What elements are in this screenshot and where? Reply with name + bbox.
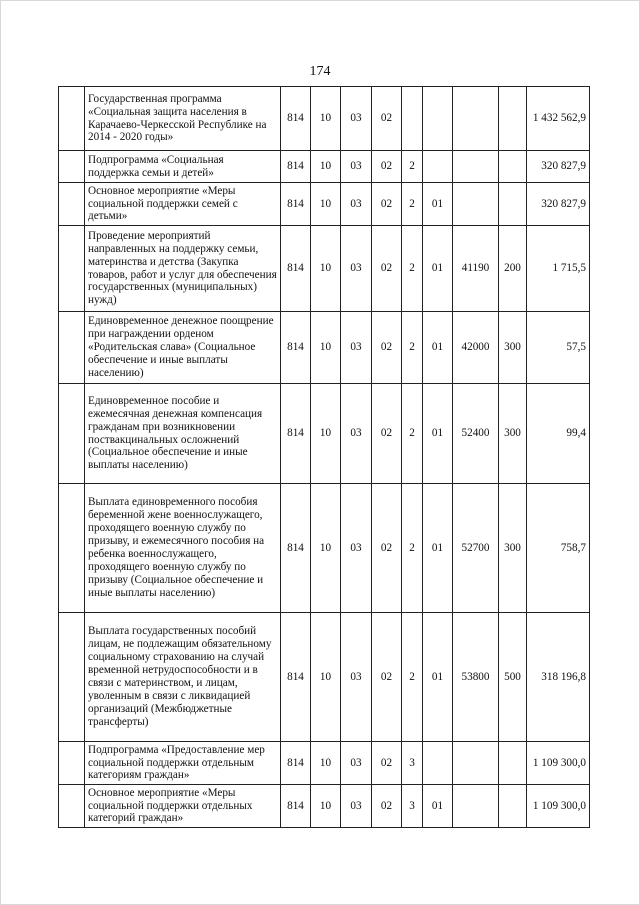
code-subprogram: 2 [402, 226, 423, 312]
row-amount: 758,7 [527, 484, 590, 613]
code-expense-type: 300 [499, 312, 527, 384]
row-amount: 318 196,8 [527, 613, 590, 742]
code-grbs: 814 [281, 183, 311, 226]
code-direction: 53800 [453, 613, 499, 742]
code-direction: 42000 [453, 312, 499, 384]
code-grbs: 814 [281, 613, 311, 742]
code-subsection: 03 [341, 226, 372, 312]
code-section: 10 [311, 613, 341, 742]
code-section: 10 [311, 484, 341, 613]
code-expense-type: 200 [499, 226, 527, 312]
row-name: Государственная программа «Социальная защита населения в Карачаево-Черкесской Республике на 2014 - 2020 годы» [85, 87, 281, 151]
row-index-cell [59, 226, 85, 312]
code-section: 10 [311, 312, 341, 384]
row-index-cell [59, 151, 85, 183]
code-main-activity: 01 [423, 484, 453, 613]
code-direction [453, 785, 499, 828]
row-amount: 320 827,9 [527, 151, 590, 183]
code-program: 02 [372, 151, 402, 183]
row-amount: 99,4 [527, 384, 590, 484]
code-direction [453, 742, 499, 785]
code-subsection: 03 [341, 87, 372, 151]
table-row [59, 785, 590, 828]
code-subsection: 03 [341, 785, 372, 828]
code-program: 02 [372, 87, 402, 151]
code-section: 10 [311, 183, 341, 226]
table-row [59, 384, 590, 484]
code-subprogram: 3 [402, 742, 423, 785]
code-subprogram: 2 [402, 384, 423, 484]
code-grbs: 814 [281, 226, 311, 312]
code-program: 02 [372, 785, 402, 828]
code-direction [453, 183, 499, 226]
row-amount: 1 715,5 [527, 226, 590, 312]
code-program: 02 [372, 312, 402, 384]
row-index-cell [59, 87, 85, 151]
code-section: 10 [311, 151, 341, 183]
code-main-activity: 01 [423, 613, 453, 742]
code-expense-type: 300 [499, 384, 527, 484]
code-grbs: 814 [281, 312, 311, 384]
row-amount: 57,5 [527, 312, 590, 384]
code-section: 10 [311, 384, 341, 484]
page-number: 174 [309, 64, 331, 79]
row-name: Проведение мероприятий направленных на поддержку семьи, материнства и детства (Закупка товаров, работ и услуг для обеспечения государственных (муниципальных) нужд) [85, 226, 281, 312]
code-expense-type: 300 [499, 484, 527, 613]
row-name: Основное мероприятие «Меры социальной поддержки семей с детьми» [85, 183, 281, 226]
row-amount: 1 109 300,0 [527, 742, 590, 785]
code-section: 10 [311, 87, 341, 151]
code-main-activity: 01 [423, 226, 453, 312]
row-index-cell [59, 484, 85, 613]
code-subprogram: 2 [402, 312, 423, 384]
table-row [59, 183, 590, 226]
code-direction [453, 87, 499, 151]
code-subsection: 03 [341, 613, 372, 742]
row-name: Подпрограмма «Социальная поддержка семьи и детей» [85, 151, 281, 183]
code-grbs: 814 [281, 384, 311, 484]
code-direction [453, 151, 499, 183]
code-main-activity: 01 [423, 183, 453, 226]
code-program: 02 [372, 613, 402, 742]
code-grbs: 814 [281, 785, 311, 828]
code-grbs: 814 [281, 87, 311, 151]
table-row [59, 87, 590, 151]
row-index-cell [59, 183, 85, 226]
budget-table [58, 86, 590, 828]
code-subprogram: 2 [402, 151, 423, 183]
row-name: Выплата единовременного пособия беременной жене военнослужащего, проходящего военную службу по призыву, и ежемесячного пособия на ребенка военнослужащего, проходящего военную службу по призыву (Социальное обеспечение и иные выплаты населению) [85, 484, 281, 613]
table-row [59, 312, 590, 384]
code-section: 10 [311, 785, 341, 828]
row-index-cell [59, 312, 85, 384]
code-expense-type [499, 742, 527, 785]
code-subsection: 03 [341, 742, 372, 785]
code-program: 02 [372, 484, 402, 613]
row-name: Основное мероприятие «Меры социальной поддержки отдельных категорий граждан» [85, 785, 281, 828]
row-amount: 320 827,9 [527, 183, 590, 226]
table-row [59, 226, 590, 312]
code-program: 02 [372, 384, 402, 484]
row-index-cell [59, 613, 85, 742]
row-index-cell [59, 742, 85, 785]
code-direction: 52700 [453, 484, 499, 613]
code-main-activity: 01 [423, 384, 453, 484]
code-expense-type [499, 151, 527, 183]
row-amount: 1 109 300,0 [527, 785, 590, 828]
row-index-cell [59, 384, 85, 484]
row-amount: 1 432 562,9 [527, 87, 590, 151]
code-subsection: 03 [341, 484, 372, 613]
code-main-activity [423, 87, 453, 151]
table-row [59, 484, 590, 613]
row-name: Подпрограмма «Предоставление мер социальной поддержки отдельным категориям граждан» [85, 742, 281, 785]
code-subsection: 03 [341, 384, 372, 484]
code-expense-type: 500 [499, 613, 527, 742]
code-main-activity [423, 151, 453, 183]
code-subprogram: 2 [402, 613, 423, 742]
code-subprogram: 3 [402, 785, 423, 828]
code-direction: 52400 [453, 384, 499, 484]
code-expense-type [499, 183, 527, 226]
table-row [59, 613, 590, 742]
code-grbs: 814 [281, 742, 311, 785]
code-subsection: 03 [341, 183, 372, 226]
row-name: Единовременное пособие и ежемесячная денежная компенсация гражданам при возникновении поствакцинальных осложнений (Социальное обеспечение и иные выплаты населению) [85, 384, 281, 484]
table-row [59, 742, 590, 785]
code-main-activity [423, 742, 453, 785]
row-index-cell [59, 785, 85, 828]
code-subsection: 03 [341, 151, 372, 183]
code-subprogram: 2 [402, 183, 423, 226]
code-direction: 41190 [453, 226, 499, 312]
row-name: Выплата государственных пособий лицам, не подлежащим обязательному социальному страхованию на случай временной нетрудоспособности и в связи с материнством, и лицам, уволенным в связи с ликвидацией организаций (Межбюджетные трансферты) [85, 613, 281, 742]
code-expense-type [499, 785, 527, 828]
table-row [59, 151, 590, 183]
code-subsection: 03 [341, 312, 372, 384]
code-program: 02 [372, 742, 402, 785]
code-section: 10 [311, 226, 341, 312]
code-main-activity: 01 [423, 312, 453, 384]
code-section: 10 [311, 742, 341, 785]
code-subprogram [402, 87, 423, 151]
row-name: Единовременное денежное поощрение при награждении орденом «Родительская слава» (Социальное обеспечение и иные выплаты населению) [85, 312, 281, 384]
code-program: 02 [372, 183, 402, 226]
code-expense-type [499, 87, 527, 151]
code-grbs: 814 [281, 484, 311, 613]
code-grbs: 814 [281, 151, 311, 183]
code-subprogram: 2 [402, 484, 423, 613]
code-main-activity: 01 [423, 785, 453, 828]
code-program: 02 [372, 226, 402, 312]
